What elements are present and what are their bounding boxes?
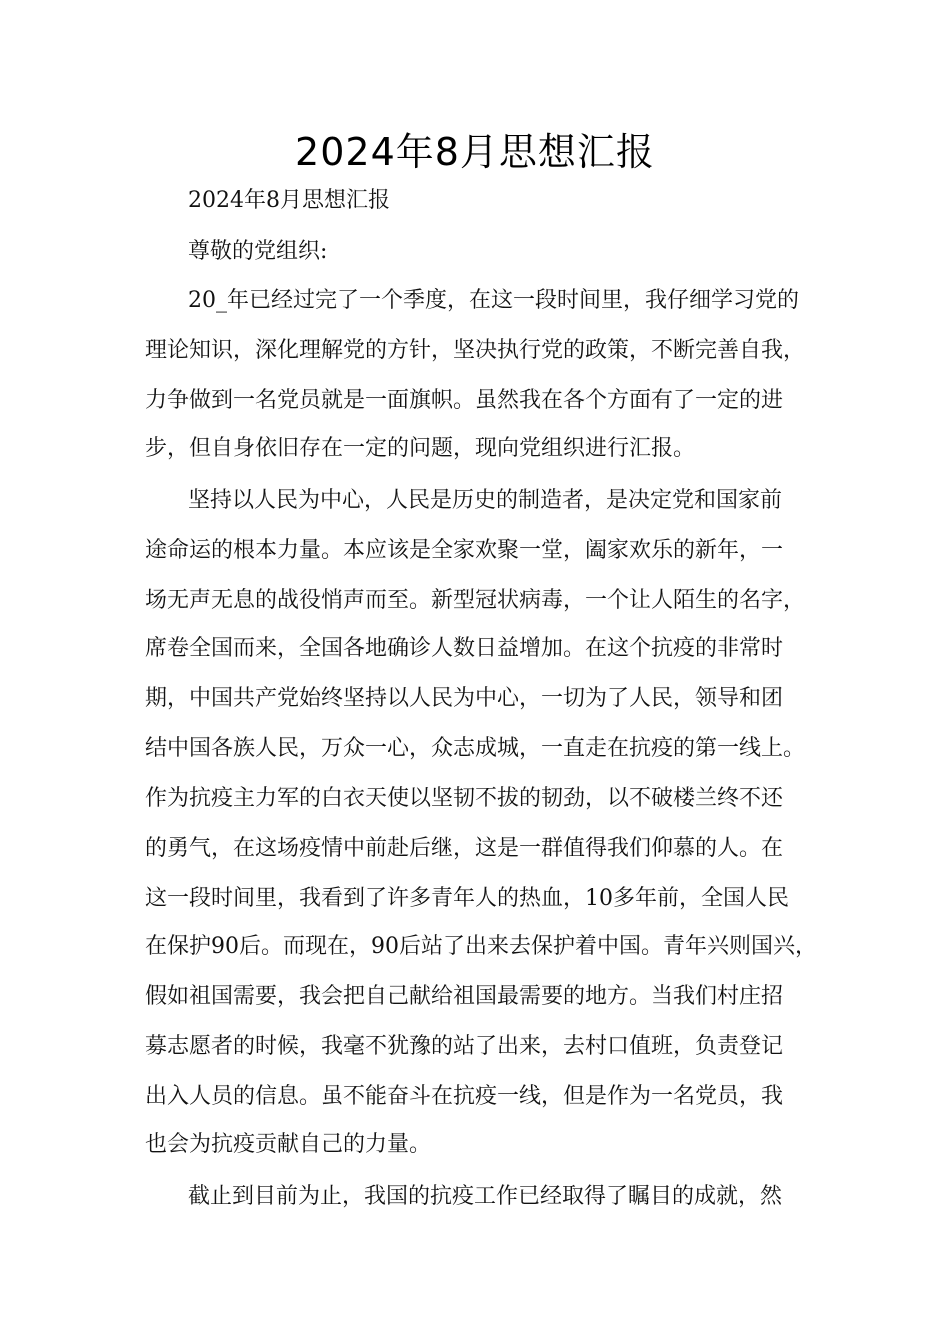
paragraph-2-line-9: 这一段时间里，我看到了许多青年人的热血，10多年前，全国人民 — [145, 886, 789, 911]
paragraph-1-line-1: 20_年已经过完了一个季度，在这一段时间里，我仔细学习党的 — [188, 288, 799, 313]
paragraph-2-line-10: 在保护90后。而现在，90后站了出来去保护着中国。青年兴则国兴， — [145, 934, 817, 959]
paragraph-2-line-14: 也会为抗疫贡献自己的力量。 — [145, 1132, 432, 1157]
paragraph-2-line-12: 募志愿者的时候，我毫不犹豫的站了出来，去村口值班，负责登记 — [145, 1034, 784, 1059]
paragraph-1-line-4: 步，但自身依旧存在一定的问题，现向党组织进行汇报。 — [145, 436, 696, 461]
paragraph-2-line-3: 场无声无息的战役悄声而至。新型冠状病毒，一个让人陌生的名字， — [145, 588, 806, 613]
paragraph-2-line-2: 途命运的根本力量。本应该是全家欢聚一堂，阖家欢乐的新年，一 — [145, 538, 784, 563]
paragraph-1-line-3: 力争做到一名党员就是一面旗帜。虽然我在各个方面有了一定的进 — [145, 388, 784, 413]
paragraph-2-line-4: 席卷全国而来，全国各地确诊人数日益增加。在这个抗疫的非常时 — [145, 636, 784, 661]
paragraph-2-line-8: 的勇气，在这场疫情中前赴后继，这是一群值得我们仰慕的人。在 — [145, 836, 784, 861]
paragraph-2-line-5: 期，中国共产党始终坚持以人民为中心，一切为了人民，领导和团 — [145, 686, 784, 711]
paragraph-2-line-1: 坚持以人民为中心，人民是历史的制造者，是决定党和国家前 — [188, 488, 783, 513]
document-title: 2024年8月思想汇报 — [295, 130, 655, 174]
salutation: 尊敬的党组织: — [188, 239, 328, 264]
paragraph-1-line-2: 理论知识，深化理解党的方针，坚决执行党的政策，不断完善自我， — [145, 338, 806, 363]
paragraph-3-line-1: 截止到目前为止，我国的抗疫工作已经取得了瞩目的成就，然 — [188, 1184, 783, 1209]
paragraph-2-line-7: 作为抗疫主力军的白衣天使以坚韧不拔的韧劲，以不破楼兰终不还 — [145, 786, 784, 811]
document-subtitle: 2024年8月思想汇报 — [188, 188, 390, 213]
paragraph-2-line-11: 假如祖国需要，我会把自己献给祖国最需要的地方。当我们村庄招 — [145, 984, 784, 1009]
paragraph-2-line-13: 出入人员的信息。虽不能奋斗在抗疫一线，但是作为一名党员，我 — [145, 1084, 784, 1109]
paragraph-2-line-6: 结中国各族人民，万众一心，众志成城，一直走在抗疫的第一线上。 — [145, 736, 806, 761]
